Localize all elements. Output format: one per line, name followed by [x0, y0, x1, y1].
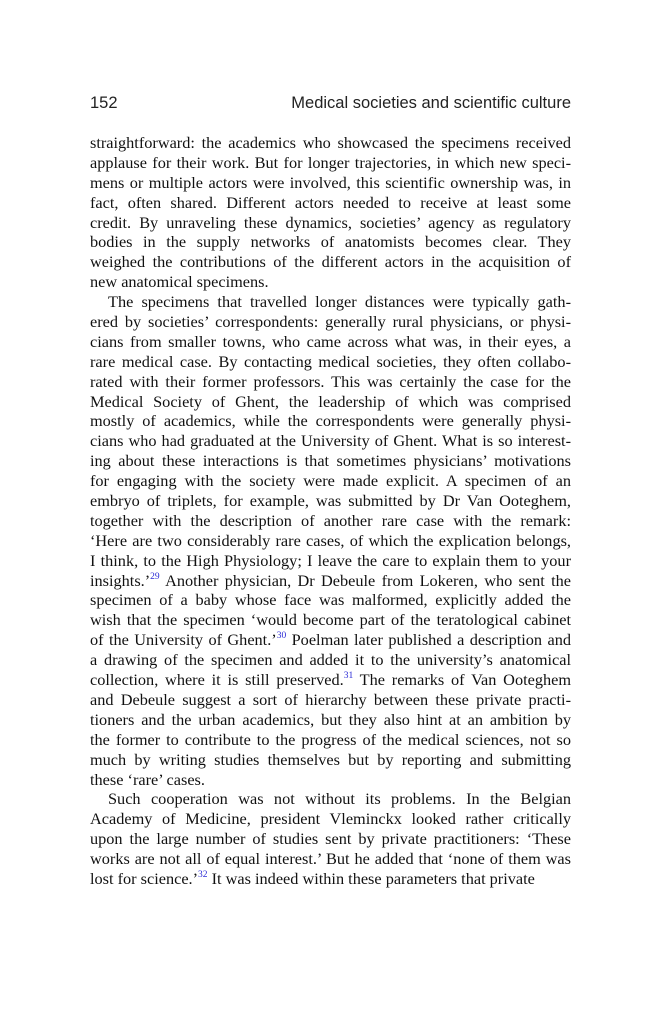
text-run: specimen of a baby whose face was malformed, explicitly added the — [90, 590, 571, 610]
text-line — [90, 193, 571, 213]
text-run: rated with their former professors. This was certainly the case for the — [90, 371, 571, 391]
text-line — [90, 829, 571, 849]
text-run: fact, often shared. Different actors needed to receive at least some — [90, 192, 571, 212]
text-run: mens or multiple actors were involved, this scientific ownership was, in — [90, 172, 571, 192]
text-run: upon the large number of studies sent by private practitioners: ‘These — [90, 829, 571, 849]
text-run: ‘Here are two considerably rare cases, of which the explication belongs, — [90, 530, 571, 550]
text-line — [90, 630, 571, 650]
text-run: ered by societies’ correspondents: generally rural physicians, or physi- — [90, 312, 571, 332]
text-run: The specimens that travelled longer distances were typically gath- — [108, 292, 571, 312]
text-run: embryo of triplets, for example, was submitted by Dr Van Ooteghem, — [90, 491, 571, 511]
text-run: tioners and the urban academics, but they also hint at an ambition by — [90, 709, 571, 729]
text-line — [90, 352, 571, 372]
text-line — [90, 590, 571, 610]
text-run: much by writing studies themselves but by reporting and submitting — [90, 749, 571, 769]
text-line — [90, 789, 571, 809]
text-run: applause for their work. But for longer trajectories, in which new speci- — [90, 152, 571, 172]
text-line — [90, 690, 571, 710]
text-line — [90, 491, 571, 511]
text-line — [90, 770, 571, 790]
page-header — [90, 94, 571, 118]
text-run: ing about these interactions is that sometimes physicians’ motivations — [90, 451, 571, 471]
text-line — [90, 392, 571, 412]
text-line — [90, 869, 571, 889]
text-run: Poelman later published a description and — [286, 630, 571, 650]
paragraph — [90, 789, 571, 888]
text-line — [90, 750, 571, 770]
text-line — [90, 451, 571, 471]
text-run: It was indeed within these parameters that private — [207, 868, 535, 888]
text-line — [90, 252, 571, 272]
text-run: mostly of academics, while the correspondents were generally physi- — [90, 411, 571, 431]
text-run: cians from smaller towns, who came across what was, in their eyes, a — [90, 331, 571, 351]
text-run: these ‘rare’ cases. — [90, 769, 205, 789]
text-line — [90, 849, 571, 869]
footnote-ref[interactable]: 31 — [343, 671, 354, 682]
footnote-ref[interactable]: 32 — [198, 869, 208, 880]
text-line — [90, 213, 571, 233]
text-line — [90, 730, 571, 750]
text-line — [90, 411, 571, 431]
text-run: for engaging with the society were made explicit. A specimen of an — [90, 471, 571, 491]
text-run: bodies in the supply networks of anatomists becomes clear. They — [90, 232, 571, 252]
text-run: lost for science.’ — [90, 868, 199, 888]
text-run: works are not all of equal interest.’ But he added that ‘none of them was — [90, 849, 571, 869]
text-run: of the University of Ghent.’ — [90, 630, 277, 650]
text-run: straightforward: the academics who showcased the specimens received — [90, 133, 571, 152]
text-line — [90, 431, 571, 451]
text-run: The remarks of Van Ooteghem — [353, 670, 572, 690]
text-run: rare medical case. By contacting medical societies, they often collabo- — [90, 351, 571, 371]
footnote-ref[interactable]: 30 — [276, 631, 287, 642]
text-run: the former to contribute to the progress of the medical sciences, not so — [90, 729, 571, 749]
text-run: cians who had graduated at the University of Ghent. What is so interest- — [90, 431, 571, 451]
text-run: weighed the contributions of the different actors in the acquisition of — [90, 252, 571, 272]
text-line — [90, 292, 571, 312]
text-run: collection, where it is still preserved. — [90, 670, 344, 690]
text-run: insights.’ — [90, 570, 151, 590]
text-run: Such cooperation was not without its problems. In the Belgian — [108, 789, 571, 809]
text-run: credit. By unraveling these dynamics, societies’ agency as regulatory — [90, 212, 571, 232]
text-run: I think, to the High Physiology; I leave the care to explain them to your — [90, 550, 571, 570]
text-run: Academy of Medicine, president Vleminckx looked rather critically — [90, 809, 571, 829]
text-run: a drawing of the specimen and added it to the university’s anatomical — [90, 650, 571, 670]
text-line — [90, 670, 571, 690]
body-text — [90, 133, 571, 889]
text-run: Medical Society of Ghent, the leadership of which was comprised — [90, 391, 571, 411]
text-line — [90, 531, 571, 551]
text-line — [90, 173, 571, 193]
text-run: wish that the specimen ‘would become part of the teratological cabinet — [90, 610, 571, 630]
text-line — [90, 710, 571, 730]
text-line — [90, 312, 571, 332]
text-line — [90, 610, 571, 630]
text-line — [90, 153, 571, 173]
text-line — [90, 332, 571, 352]
footnote-ref[interactable]: 29 — [150, 571, 160, 582]
running-head: Medical societies and scientific culture — [291, 94, 571, 112]
page-number: 152 — [90, 94, 118, 112]
text-line — [90, 650, 571, 670]
text-line — [90, 551, 571, 571]
text-line — [90, 272, 571, 292]
text-run: and Debeule suggest a sort of hierarchy between these private practi- — [90, 689, 571, 709]
text-run: new anatomical specimens. — [90, 272, 269, 292]
text-line — [90, 232, 571, 252]
paragraph — [90, 292, 571, 789]
text-line — [90, 372, 571, 392]
text-run: Another physician, Dr Debeule from Lokeren, who sent the — [159, 570, 571, 590]
paragraph — [90, 133, 571, 292]
text-run: together with the description of another rare case with the remark: — [90, 510, 571, 530]
text-line — [90, 511, 571, 531]
text-line — [90, 133, 571, 153]
text-line — [90, 809, 571, 829]
text-line — [90, 571, 571, 591]
text-line — [90, 471, 571, 491]
